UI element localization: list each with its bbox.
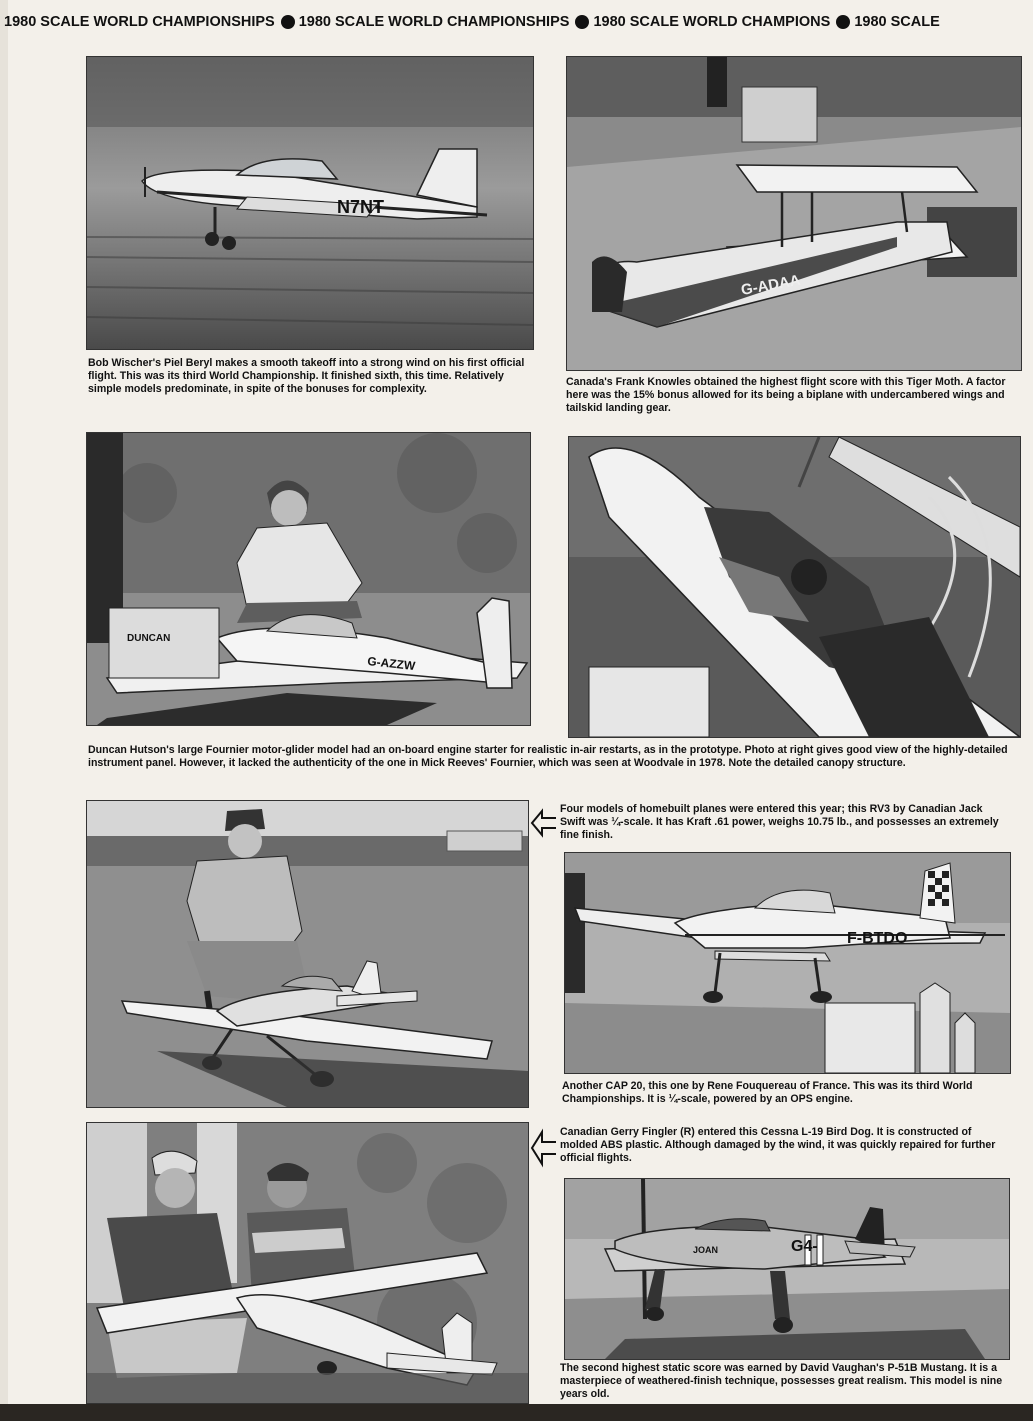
caption-p51: The second highest static score was earned by David Vaughan's P-51B Mustang. It is a masterpiece of weathered-finish technique, possesses great realism. This model is nine years old.	[560, 1362, 1003, 1400]
photo-piel-beryl	[86, 56, 534, 350]
bullet-icon	[575, 15, 589, 29]
header-segment: 1980 SCALE WORLD CHAMPIONSHIPS	[298, 14, 570, 31]
aircraft-registration: F-BTDO	[847, 930, 908, 947]
caption-piel-beryl: Bob Wischer's Piel Beryl makes a smooth takeoff into a strong wind on his first official flight. This was its third World Championship. It finished sixth, this time. Relatively simple models predominate, in spite of the bonuses for complexity.	[88, 357, 525, 395]
photo-tiger-moth	[566, 56, 1022, 371]
running-header	[0, 14, 1033, 44]
header-segment: 1980 SCALE WORLD CHAMPIONSHIPS	[4, 14, 275, 31]
fuselage-code: G4-	[791, 1238, 818, 1255]
photo-fournier-cockpit	[568, 436, 1021, 738]
photo-p51-mustang	[564, 1178, 1010, 1360]
arrow-left-icon	[530, 808, 558, 838]
aircraft-registration: G-AZZW	[366, 654, 416, 673]
photo-rv3	[86, 800, 529, 1108]
photo-cap20	[564, 852, 1011, 1074]
aircraft-registration: G-ADAA	[739, 271, 802, 299]
caption-fournier: Duncan Hutson's large Fournier motor-glider model had an on-board engine starter for realistic in-air restarts, as in the prototype. Photo at right gives good view of the highly-detailed instrument panel. However, it lacked the authenticity of the one in Mick Reeves' Fournier, which was seen at Woodvale in 1978. Note the detailed canopy structure.	[88, 744, 1008, 769]
header-segment: 1980 SCALE	[854, 14, 940, 31]
page-edge	[0, 0, 8, 1421]
aircraft-registration: N7NT	[337, 197, 385, 217]
page-bottom-edge	[0, 1404, 1033, 1421]
photo-cessna-l19	[86, 1122, 529, 1404]
bullet-icon	[281, 15, 295, 29]
header-segment: 1980 SCALE WORLD CHAMPIONS	[593, 14, 831, 31]
caption-rv3: Four models of homebuilt planes were entered this year; this RV3 by Canadian Jack Swift was ¼-scale. It has Kraft .61 power, weighs 10.75 lb., and possesses an extremely fine finish.	[560, 803, 999, 841]
caption-cap20: Another CAP 20, this one by Rene Fouquereau of France. This was its third World Championships. It is ¼-scale, powered by an OPS engine.	[562, 1080, 973, 1105]
arrow-left-icon	[530, 1128, 558, 1168]
caption-cessna: Canadian Gerry Fingler (R) entered this Cessna L-19 Bird Dog. It is constructed of molded ABS plastic. Although damaged by the wind, it was quickly repaired for further official flights.	[560, 1126, 996, 1164]
tail-label: DUNCAN	[127, 633, 171, 644]
photo-fournier-model	[86, 432, 531, 726]
bullet-icon	[836, 15, 850, 29]
caption-tiger-moth: Canada's Frank Knowles obtained the highest flight score with this Tiger Moth. A factor here was the 15% bonus allowed for its being a biplane with undercambered wings and tailskid landing gear.	[566, 376, 1006, 414]
nose-label: JOAN	[693, 1245, 719, 1255]
